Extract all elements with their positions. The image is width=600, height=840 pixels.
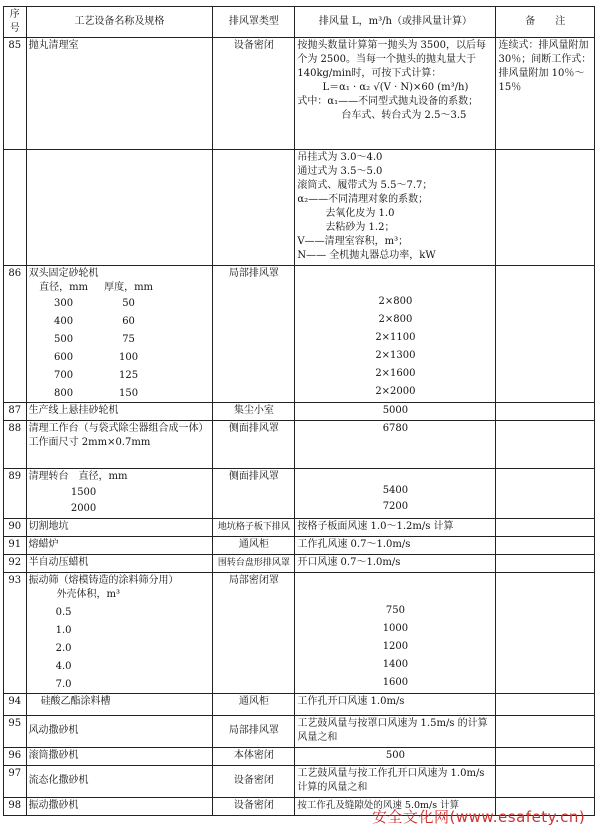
equipment-name bbox=[26, 573, 213, 694]
row-number: 92 bbox=[4, 555, 27, 573]
volume-text: 滚筒式、履带式为 5.5～7.7； bbox=[297, 180, 433, 191]
row-number: 97 bbox=[4, 766, 27, 798]
row-number: 91 bbox=[4, 537, 27, 555]
equipment-title: 振动筛（熔模铸造的涂料筛分用） bbox=[28, 575, 179, 586]
volume-value: 按格子板面风速 1.0～1.2m/s 计算 bbox=[295, 519, 496, 537]
row-number: 90 bbox=[4, 519, 27, 537]
size-value: 500 bbox=[54, 334, 74, 345]
volume-text: 吊挂式为 3.0～4.0 bbox=[297, 152, 383, 163]
volume-value: 工艺鼓风量与按罩口风速为 1.5m/s 的计算风量之和 bbox=[295, 716, 496, 748]
hood-type: 侧面排风罩 bbox=[213, 469, 295, 519]
site-watermark: 安全文化网(www.esafety.cn) bbox=[372, 808, 586, 826]
equipment-name bbox=[26, 469, 213, 519]
volume-value: 750 bbox=[385, 605, 405, 616]
table-row bbox=[4, 537, 595, 555]
volume-cell bbox=[295, 573, 496, 694]
size-value: 800 bbox=[54, 388, 74, 399]
volume-text: N—— 全机抛丸器总功率，kW bbox=[297, 250, 436, 261]
volume-value: 2×1300 bbox=[375, 350, 416, 361]
hood-type: 围转台盘形排风罩 bbox=[213, 555, 295, 573]
header-row bbox=[4, 7, 595, 38]
sub-header: 厚度，mm bbox=[104, 282, 154, 293]
volume-value: 工作孔开口风速 1.0m/s bbox=[295, 694, 496, 716]
equipment-name: 生产线上悬挂砂轮机 bbox=[26, 403, 213, 421]
ventilation-table bbox=[3, 6, 595, 816]
hood-type: 地坑格子板下排风 bbox=[213, 519, 295, 537]
volume-value: 1600 bbox=[382, 677, 409, 688]
header-no: 序号 bbox=[4, 7, 27, 38]
row-number: 86 bbox=[4, 266, 27, 403]
table-row bbox=[4, 716, 595, 748]
table-row bbox=[4, 38, 595, 150]
volume-text: 按抛头数量计算第一抛头为 3500，以后每个为 2500。当每一个抛头的抛丸量大于 140kg/min时，可按下式计算： bbox=[297, 40, 487, 79]
equipment-name: 半自动压蜡机 bbox=[26, 555, 213, 573]
volume-value: 2×800 bbox=[378, 296, 413, 307]
volume-text: 台车式、转台式为 2.5～3.5 bbox=[341, 110, 467, 121]
table-row bbox=[4, 694, 595, 716]
header-name: 工艺设备名称及规格 bbox=[26, 7, 213, 38]
size-value: 7.0 bbox=[55, 679, 72, 690]
volume-text: 式中：α₁——不同型式抛丸设备的系数； bbox=[297, 96, 479, 107]
equipment-name: 硅酸乙酯涂料槽 bbox=[26, 694, 213, 716]
row-number: 89 bbox=[4, 469, 27, 519]
row-number: 88 bbox=[4, 421, 27, 469]
hood-type: 局部排风罩 bbox=[213, 266, 295, 403]
row-number: 98 bbox=[4, 798, 27, 816]
volume-cell bbox=[295, 266, 496, 403]
equipment-name: 切割地坑 bbox=[26, 519, 213, 537]
volume-text: V——清理室容积，m³； bbox=[297, 236, 409, 247]
table-row bbox=[4, 519, 595, 537]
table-row bbox=[4, 469, 595, 519]
size-value: 75 bbox=[122, 334, 135, 345]
row-number: 96 bbox=[4, 748, 27, 766]
size-value: 50 bbox=[122, 298, 135, 309]
table-row bbox=[4, 421, 595, 469]
volume-text: α₂——不同清理对象的系数； bbox=[297, 194, 429, 205]
size-value: 60 bbox=[122, 316, 135, 327]
size-value: 1.0 bbox=[55, 625, 72, 636]
note-cell: 连续式：排风量附加 30％；间断工作式：排风量附加 10％～15％ bbox=[496, 38, 595, 150]
volume-text: 去氧化皮为 1.0 bbox=[325, 208, 395, 219]
volume-value: 5000 bbox=[295, 403, 496, 421]
table-row bbox=[4, 555, 595, 573]
row-number: 85 bbox=[4, 38, 27, 150]
volume-value: 7200 bbox=[382, 501, 409, 512]
row-number: 95 bbox=[4, 716, 27, 748]
size-value: 700 bbox=[54, 370, 74, 381]
table-row bbox=[4, 266, 595, 403]
size-value: 2.0 bbox=[55, 643, 72, 654]
sub-header: 直径，mm bbox=[39, 282, 89, 293]
header-volume: 排风量 L，m³/h（或排风量计算） bbox=[295, 7, 496, 38]
hood-type: 局部密闭罩 bbox=[213, 573, 295, 694]
volume-cell bbox=[295, 38, 496, 150]
sub-header: 外壳体积，m³ bbox=[56, 589, 121, 600]
hood-type: 通风柜 bbox=[213, 537, 295, 555]
volume-text: 去粘砂为 1.2； bbox=[325, 222, 395, 233]
volume-value: 2×1100 bbox=[375, 332, 416, 343]
volume-value: 按工作孔及缝隙处的风速 5.0m/s 计算 bbox=[295, 798, 496, 816]
hood-type: 本体密闭 bbox=[213, 748, 295, 766]
hood-type: 设备密闭 bbox=[213, 766, 295, 798]
table-row bbox=[4, 766, 595, 798]
volume-value: 2×800 bbox=[378, 314, 413, 325]
row-number: 87 bbox=[4, 403, 27, 421]
volume-value: 工作孔风速 0.7～1.0m/s bbox=[295, 537, 496, 555]
volume-value: 2×2000 bbox=[375, 386, 416, 397]
size-value: 1500 bbox=[70, 487, 97, 498]
table-row bbox=[4, 150, 595, 266]
volume-cell bbox=[295, 469, 496, 519]
equipment-name: 风动撒砂机 bbox=[26, 716, 213, 748]
size-value: 300 bbox=[54, 298, 74, 309]
volume-value: 1200 bbox=[382, 641, 409, 652]
equipment-name: 流态化撒砂机 bbox=[26, 766, 213, 798]
size-value: 150 bbox=[119, 388, 139, 399]
equipment-name bbox=[26, 266, 213, 403]
hood-type: 设备密闭 bbox=[213, 798, 295, 816]
volume-value: 1400 bbox=[382, 659, 409, 670]
equipment-name: 振动撒砂机 bbox=[26, 798, 213, 816]
hood-type: 集尘小室 bbox=[213, 403, 295, 421]
table-row bbox=[4, 403, 595, 421]
volume-value: 5400 bbox=[382, 485, 409, 496]
volume-value: 2×1600 bbox=[375, 368, 416, 379]
volume-cell bbox=[295, 150, 496, 266]
equipment-name: 清理工作台（与袋式除尘器组合成一体）工作面尺寸 2mm×0.7mm bbox=[26, 421, 213, 469]
equipment-title: 清理转台 直径，mm bbox=[28, 471, 128, 482]
equipment-name: 熔蜡炉 bbox=[26, 537, 213, 555]
volume-value: 500 bbox=[295, 748, 496, 766]
volume-value: 1000 bbox=[382, 623, 409, 634]
header-note: 备 注 bbox=[496, 7, 595, 38]
equipment-title: 双头固定砂轮机 bbox=[28, 268, 99, 279]
size-value: 600 bbox=[54, 352, 74, 363]
volume-value: 6780 bbox=[295, 421, 496, 469]
equipment-name: 抛丸清理室 bbox=[26, 38, 213, 150]
equipment-name: 滚筒撒砂机 bbox=[26, 748, 213, 766]
volume-text: 通过式为 3.5～5.0 bbox=[297, 166, 383, 177]
table-row bbox=[4, 573, 595, 694]
size-value: 4.0 bbox=[55, 661, 72, 672]
hood-type: 通风柜 bbox=[213, 694, 295, 716]
hood-type: 设备密闭 bbox=[213, 38, 295, 150]
hood-type: 局部排风罩 bbox=[213, 716, 295, 748]
table-row bbox=[4, 748, 595, 766]
size-value: 0.5 bbox=[55, 607, 72, 618]
size-value: 125 bbox=[119, 370, 139, 381]
row-number: 93 bbox=[4, 573, 27, 694]
size-value: 2000 bbox=[70, 503, 97, 514]
volume-value: 开口风速 0.7～1.0m/s bbox=[295, 555, 496, 573]
size-value: 400 bbox=[54, 316, 74, 327]
hood-type: 侧面排风罩 bbox=[213, 421, 295, 469]
row-number: 94 bbox=[4, 694, 27, 716]
volume-value: 工艺鼓风量与按工作孔开口风速为 1.0m/s 计算的风量之和 bbox=[295, 766, 496, 798]
size-value: 100 bbox=[119, 352, 139, 363]
header-type: 排风罩类型 bbox=[213, 7, 295, 38]
formula: L＝α₁ · α₂ √(V · N)×60 (m³/h) bbox=[322, 82, 469, 93]
